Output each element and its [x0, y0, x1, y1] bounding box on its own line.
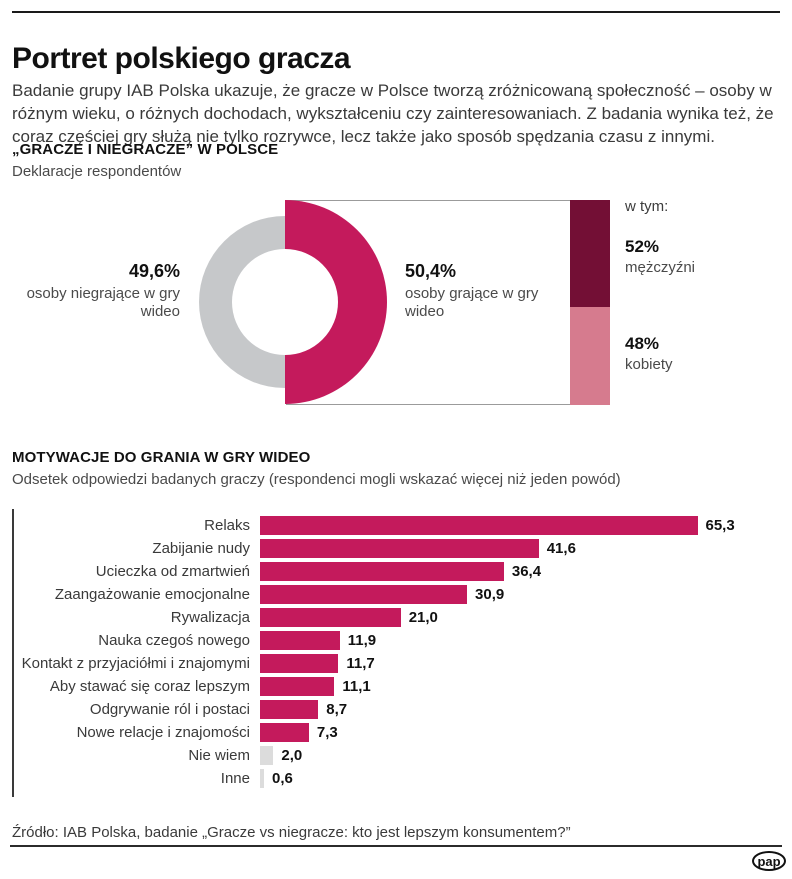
gender-segment-mężczyźni	[570, 200, 610, 307]
bar-row	[14, 767, 780, 790]
bar-row	[14, 721, 780, 744]
bar-category-label: Ucieczka od zmartwień	[95, 563, 250, 580]
men-text: mężczyźni	[625, 259, 696, 277]
top-divider	[12, 11, 780, 13]
bar-row	[14, 629, 780, 652]
men-percent: 52%	[625, 237, 660, 256]
bar-value-label: 7,3	[316, 724, 338, 741]
bar	[260, 562, 504, 581]
bar	[260, 585, 467, 604]
bar-area	[260, 723, 780, 742]
bar-category-label: Zabijanie nudy	[152, 540, 250, 557]
bar-category-label: Rywalizacja	[170, 609, 250, 626]
pap-logo: pap	[752, 851, 786, 871]
bar-category-label: Aby stawać się coraz lepszym	[49, 678, 250, 695]
breakdown-title: w tym:	[625, 198, 669, 215]
bar	[260, 746, 273, 765]
bar-row	[14, 606, 780, 629]
bar-area	[260, 677, 780, 696]
bar	[260, 700, 318, 719]
bar-area	[260, 746, 780, 765]
bar-row	[14, 514, 780, 537]
bar-value-label: 65,3	[705, 517, 735, 534]
donut-hole	[232, 249, 338, 355]
section-motivations-title: MOTYWACJE DO GRANIA W GRY WIDEO	[12, 449, 311, 466]
gamers-percent: 50,4%	[405, 261, 457, 281]
bar-value-label: 2,0	[281, 747, 303, 764]
section-motivations-subtitle: Odsetek odpowiedzi badanych graczy (respondenci mogli wskazać więcej niż jeden powód)	[12, 471, 621, 488]
bar-row	[14, 675, 780, 698]
nongamers-percent: 49,6%	[128, 261, 180, 281]
bar-category-label: Nie wiem	[188, 747, 250, 764]
bar-category-label: Odgrywanie ról i postaci	[89, 701, 250, 718]
bar	[260, 539, 539, 558]
bar-chart-axis	[12, 509, 780, 797]
bar	[260, 608, 401, 627]
gender-segment-kobiety	[570, 307, 610, 405]
bar-category-label: Kontakt z przyjaciółmi i znajomymi	[21, 655, 250, 672]
bar-category-label: Nowe relacje i znajomości	[76, 724, 250, 741]
bar	[260, 769, 264, 788]
nongamers-label	[18, 260, 180, 322]
bar-value-label: 41,6	[546, 540, 576, 557]
bar-row	[14, 744, 780, 767]
motivations-bar-chart	[12, 509, 780, 797]
bar-value-label: 30,9	[475, 586, 505, 603]
section-players-title: „GRACZE I NIEGRACZE” W POLSCE	[12, 141, 279, 158]
women-percent: 48%	[625, 334, 660, 353]
women-label	[625, 333, 673, 375]
bar-area	[260, 631, 780, 650]
bar-category-label: Inne	[220, 770, 250, 787]
bar-area	[260, 769, 780, 788]
bar-value-label: 0,6	[272, 770, 293, 787]
page-title: Portret polskiego gracza	[12, 42, 351, 76]
intro-paragraph: Badanie grupy IAB Polska ukazuje, że gracze w Polsce tworzą zróżnicowaną społeczność – osoby w różnym wieku, o różnych dochodach, wykształceniu czy zainteresowaniach. Z badania wynika też, że coraz częściej gry służą nie tylko rozrywce, lecz także jako sposób spędzania czasu z innymi.	[12, 81, 774, 146]
bar-area	[260, 585, 780, 604]
bar-row	[14, 537, 780, 560]
bar	[260, 677, 334, 696]
bar-row	[14, 698, 780, 721]
men-label	[625, 236, 695, 278]
bar-area	[260, 700, 780, 719]
bar-value-label: 36,4	[511, 563, 542, 580]
bar	[260, 516, 698, 535]
bar-category-label: Zaangażowanie emocjonalne	[54, 586, 250, 603]
bar-value-label: 8,7	[326, 701, 348, 718]
bar-value-label: 11,9	[347, 632, 377, 649]
bar-area	[260, 608, 780, 627]
players-donut-chart	[0, 188, 792, 438]
gamers-text: osoby grające w gry wideo	[405, 284, 539, 321]
bar	[260, 631, 340, 650]
bar	[260, 654, 338, 673]
bar-row	[14, 652, 780, 675]
bar-value-label: 11,7	[346, 655, 375, 672]
source-note: Źródło: IAB Polska, badanie „Gracze vs niegracze: kto jest lepszym konsumentem?”	[12, 824, 571, 841]
bar-area	[260, 562, 780, 581]
bar-row	[14, 583, 780, 606]
bar-area	[260, 516, 780, 535]
bar-category-label: Relaks	[204, 517, 250, 534]
nongamers-text: osoby niegrające w gry wideo	[26, 284, 180, 321]
bar-category-label: Nauka czegoś nowego	[98, 632, 250, 649]
bar-area	[260, 539, 780, 558]
bar-value-label: 21,0	[408, 609, 438, 626]
section-players-subtitle: Deklaracje respondentów	[12, 163, 182, 180]
bar-row	[14, 560, 780, 583]
bar-value-label: 11,1	[342, 678, 371, 695]
gender-stacked-bar	[570, 200, 610, 405]
bar	[260, 723, 309, 742]
bar-area	[260, 654, 780, 673]
gamers-label	[405, 260, 555, 322]
footer-divider	[10, 845, 782, 847]
women-text: kobiety	[625, 356, 673, 374]
